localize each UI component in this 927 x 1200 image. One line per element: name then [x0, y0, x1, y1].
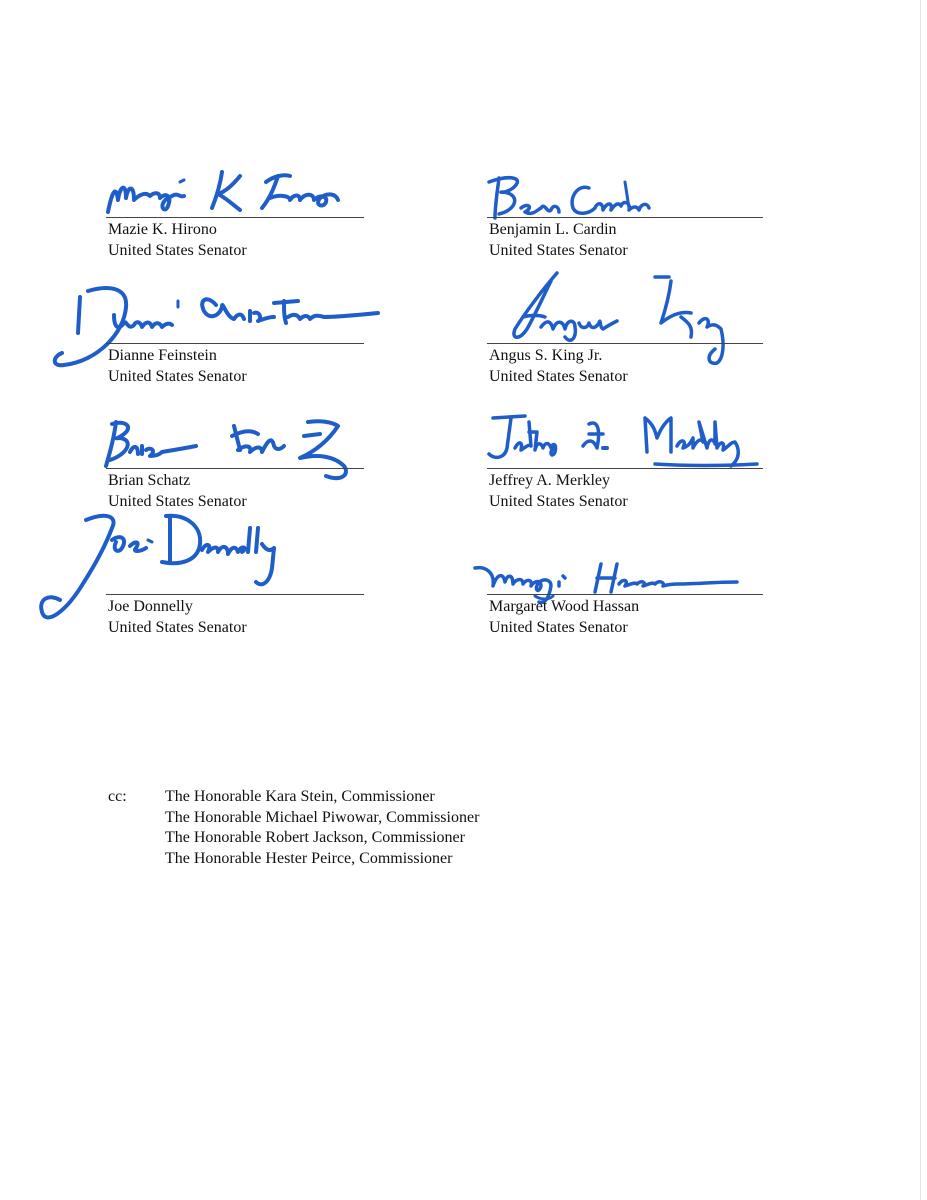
signatory-title: United States Senator	[489, 493, 628, 510]
signatory-name: Joe Donnelly	[108, 598, 193, 615]
signatory-title: United States Senator	[489, 242, 628, 259]
signatory-title: United States Senator	[489, 368, 628, 385]
cc-recipient: The Honorable Hester Peirce, Commissioner	[165, 849, 453, 867]
signature-line	[106, 594, 364, 595]
cc-recipient-list	[165, 787, 479, 869]
cc-recipient: The Honorable Kara Stein, Commissioner	[165, 788, 435, 805]
signatory-name: Dianne Feinstein	[108, 347, 217, 364]
signatory-title: United States Senator	[108, 493, 247, 510]
signatory-title: United States Senator	[108, 368, 247, 385]
signatory-name: Brian Schatz	[108, 472, 191, 489]
signature-feinstein	[48, 277, 408, 377]
signatory-title: United States Senator	[108, 619, 247, 636]
signature-line	[487, 217, 763, 218]
page-edge	[920, 0, 921, 1200]
signatory-title: United States Senator	[108, 242, 247, 259]
signatory-title: United States Senator	[489, 619, 628, 636]
signatory-name: Margaret Wood Hassan	[489, 598, 640, 615]
signatory-name: Angus S. King Jr.	[489, 347, 603, 364]
signature-line	[487, 594, 763, 595]
signature-line	[487, 468, 763, 469]
cc-label: cc:	[108, 788, 127, 805]
signatory-name: Jeffrey A. Merkley	[489, 472, 610, 489]
signatory-name: Mazie K. Hirono	[108, 221, 217, 238]
signature-line	[106, 343, 364, 344]
signature-line	[106, 468, 364, 469]
signature-line	[487, 343, 763, 344]
signatory-name: Benjamin L. Cardin	[489, 221, 617, 238]
signature-line	[106, 217, 364, 218]
cc-recipient: The Honorable Michael Piwowar, Commissioner	[165, 808, 480, 826]
cc-recipient: The Honorable Robert Jackson, Commissioner	[165, 829, 465, 846]
